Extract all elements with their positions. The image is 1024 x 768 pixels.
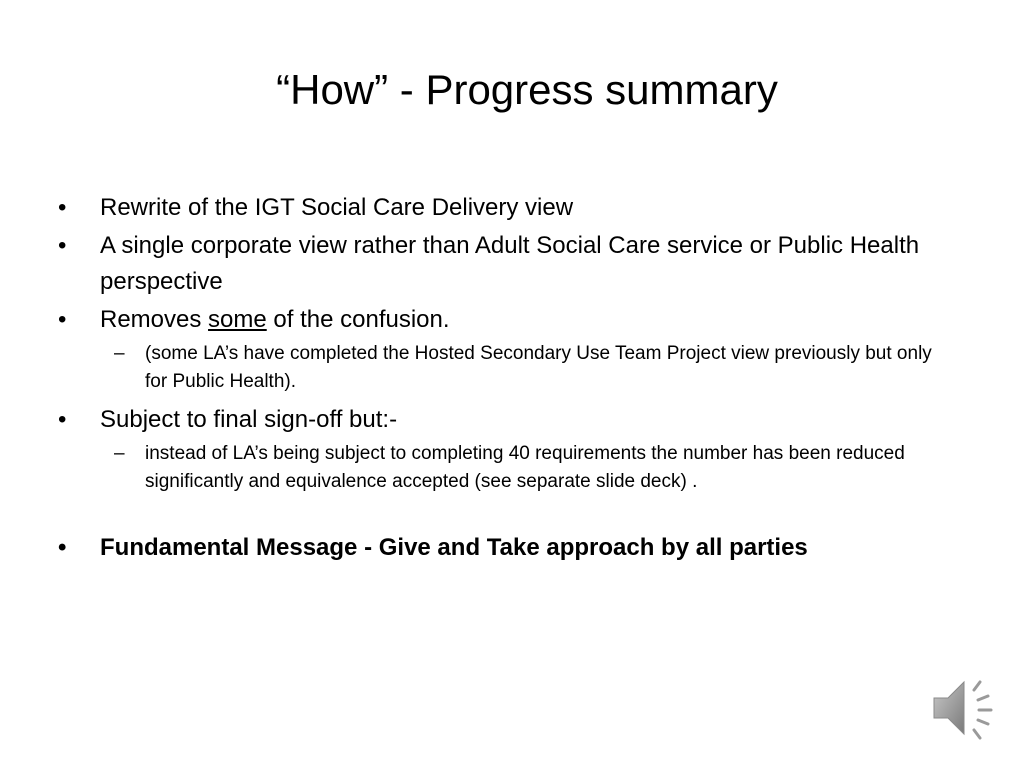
bullet-text-end: of the confusion. (266, 306, 450, 333)
slide-title: “How” - Progress summary (276, 66, 778, 113)
bullet-item (58, 190, 958, 226)
underlined-word: some (208, 306, 267, 333)
sub-bullet-item (58, 440, 958, 496)
sub-bullet-text: instead of LA’s being subject to completing 40 requirements the number has been reduced significantly and equivalence accepted (see separate slide deck) . (145, 443, 905, 492)
bullet-item (58, 228, 958, 300)
bullet-text: Rewrite of the IGT Social Care Delivery view (100, 194, 574, 221)
bullet-list (58, 190, 958, 568)
bullet-mark: • (58, 406, 67, 433)
sub-bullet-mark: – (114, 443, 125, 464)
bullet-mark: • (58, 194, 67, 221)
sub-bullet-item (58, 340, 958, 396)
speaker-icon[interactable] (928, 672, 1000, 744)
sub-bullet-mark: – (114, 343, 125, 364)
bullet-text: Subject to final sign-off but:- (100, 406, 398, 433)
bullet-item-key-message (58, 530, 958, 566)
sub-bullet-text: (some LA’s have completed the Hosted Secondary Use Team Project view previously but only for Public Health). (145, 343, 932, 392)
bullet-item (58, 302, 958, 338)
bullet-text: Fundamental Message - Give and Take approach by all parties (100, 534, 808, 561)
bullet-mark: • (58, 306, 67, 333)
bullet-text-start: Removes (100, 306, 209, 333)
bullet-mark: • (58, 534, 67, 561)
bullet-item (58, 402, 958, 438)
bullet-mark: • (58, 232, 67, 259)
bullet-text: A single corporate view rather than Adult Social Care service or Public Health perspective (100, 232, 920, 295)
spacer (58, 502, 958, 530)
